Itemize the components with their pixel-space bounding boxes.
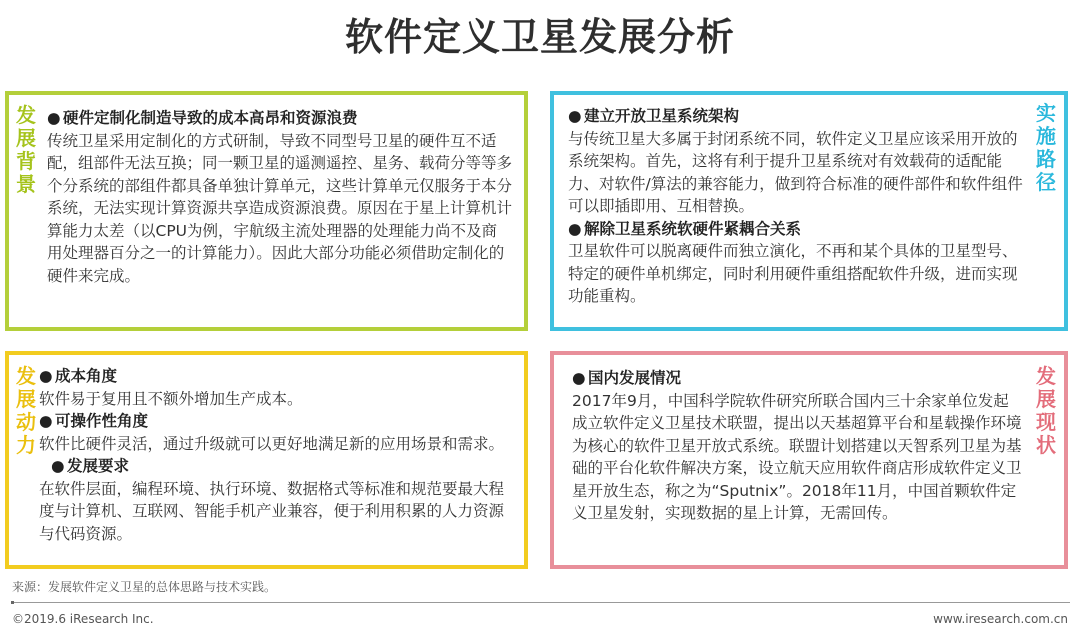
heading-text: 解除卫星系统软硬件紧耦合关系 — [584, 219, 802, 238]
heading-text: 成本角度 — [55, 367, 118, 385]
body-text: 软件比硬件灵活，通过升级就可以更好地满足新的应用场景和需求。 — [39, 434, 505, 453]
bullet-heading — [568, 218, 1024, 241]
panel-content — [39, 365, 512, 545]
bullet-dot-icon: ● — [51, 457, 65, 475]
footer-divider-dot — [11, 601, 14, 604]
bullet-dot-icon: ● — [568, 107, 582, 125]
label-char: 展 — [16, 126, 36, 150]
body-text: 在软件层面，编程环境、执行环境、数据格式等标准和规范要最大程度与计算机、互联网、智能手机产业兼容，便于利用积累的人力资源与代码资源。 — [39, 479, 505, 543]
body-text: 2017年9月，中国科学院软件研究所联合国内三十余家单位发起成立软件定义卫星技术联盟，提出以天基超算平台和星载操作环境为核心的软件卫星开放式系统。联盟计划搭建以天智系列卫星为基础的平台化软件解决方案，设立航天应用软件商店形成软件定义卫星开放生态，称之为“Sputnix”。2018年11月，中国首颗软件定义卫星发射，实现数据的星上计算，无需回传。 — [572, 391, 1022, 522]
body-text: 与传统卫星大多属于封闭系统不同，软件定义卫星应该采用开放的系统架构。首先，这将有利于提升卫星系统对有效载荷的适配能力、对软件/算法的兼容能力，做到符合标准的硬件部件和软件组件可以即插即用、互相替换。 — [568, 129, 1023, 215]
body-text: 软件易于复用且不额外增加生产成本。 — [39, 389, 303, 408]
panel-development-status — [550, 351, 1068, 569]
source-note: 来源：发展软件定义卫星的总体思路与技术实践。 — [12, 580, 277, 594]
heading-text: 硬件定制化制造导致的成本高昂和资源浪费 — [63, 109, 358, 127]
label-char: 状 — [1036, 433, 1056, 457]
panel-content — [568, 105, 1024, 308]
panel-implementation-path — [550, 91, 1068, 331]
heading-text: 国内发展情况 — [588, 369, 682, 387]
bullet-heading — [572, 367, 1024, 390]
heading-text: 建立开放卫星系统架构 — [584, 107, 740, 125]
panel-content — [572, 367, 1024, 525]
label-char: 施 — [1036, 124, 1056, 148]
bullet-heading — [47, 107, 512, 130]
label-char: 动 — [16, 410, 36, 434]
body-text: 卫星软件可以脱离硬件而独立演化，不再和某个具体的卫星型号、特定的硬件单机绑定，同时利用硬件重组搭配软件升级，进而实现功能重构。 — [568, 242, 1018, 305]
label-char: 力 — [16, 433, 36, 457]
panel-label-status — [1034, 365, 1058, 457]
bullet-heading — [39, 365, 512, 388]
panel-development-background — [5, 91, 528, 331]
bullet-dot-icon: ● — [47, 109, 61, 127]
label-char: 发 — [16, 103, 36, 127]
copyright-text: ©2019.6 iResearch Inc. — [12, 612, 154, 626]
label-char: 发 — [1036, 364, 1056, 388]
panel-label-drivers — [14, 365, 38, 457]
body-text: 传统卫星采用定制化的方式研制，导致不同型号卫星的硬件互不适配，组部件无法互换；同一颗卫星的遥测遥控、星务、载荷分等等多个分系统的部组件都具备单独计算单元，这些计算单元仅服务于本分系统，无法实现计算资源共享造成资源浪费。原因在于星上计算机计算能力太差（以CPU为例，宇航级主流处理器的处理能力尚不及商用处理器百分之一的计算能力）。因此大部分功能必须借助定制化的硬件来完成。 — [47, 131, 513, 285]
website-link[interactable]: www.iresearch.com.cn — [933, 612, 1068, 626]
label-char: 背 — [16, 149, 36, 173]
heading-text: 可操作性角度 — [55, 412, 149, 430]
panel-label-path — [1034, 102, 1058, 194]
label-char: 径 — [1036, 170, 1056, 194]
heading-text: 发展要求 — [67, 457, 130, 475]
label-char: 实 — [1036, 101, 1056, 125]
bullet-heading — [568, 105, 1024, 128]
label-char: 现 — [1036, 410, 1056, 434]
label-char: 景 — [16, 172, 36, 196]
footer-divider — [12, 602, 1070, 603]
bullet-dot-icon: ● — [572, 369, 586, 387]
bullet-dot-icon: ● — [39, 367, 53, 385]
label-char: 展 — [1036, 387, 1056, 411]
label-char: 发 — [16, 364, 36, 388]
panel-label-background — [14, 104, 38, 196]
bullet-heading — [39, 410, 512, 433]
label-char: 展 — [16, 387, 36, 411]
panel-development-drivers — [5, 351, 528, 569]
bullet-dot-icon: ● — [568, 219, 582, 238]
panel-content — [47, 107, 512, 287]
page-title: 软件定义卫星发展分析 — [344, 15, 735, 59]
bullet-heading — [39, 455, 512, 478]
label-char: 路 — [1036, 147, 1056, 171]
bullet-dot-icon: ● — [39, 412, 53, 430]
